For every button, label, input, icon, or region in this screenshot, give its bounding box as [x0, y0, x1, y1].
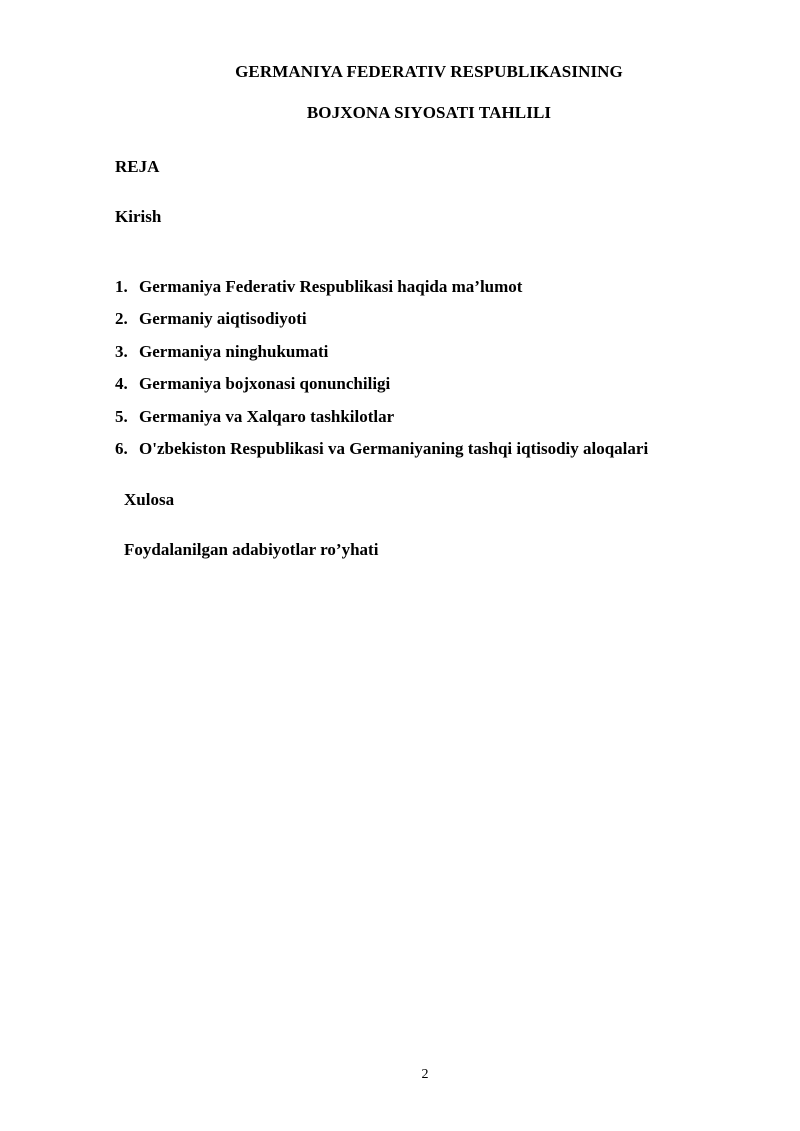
- toc-item-text: Germaniya ninghukumati: [139, 341, 329, 361]
- table-of-contents: [115, 277, 648, 471]
- toc-item-5: [115, 407, 648, 439]
- toc-item-text: Germaniya va Xalqaro tashkilotlar: [139, 406, 395, 426]
- toc-item-text: Germaniya bojxonasi qonunchiligi: [139, 374, 391, 394]
- toc-item-4: [115, 374, 648, 406]
- toc-item-text: O'zbekiston Respublikasi va Germaniyaning tashqi iqtisodiy aloqalari: [139, 438, 649, 458]
- toc-item-number: 6.: [115, 438, 128, 458]
- toc-item-number: 1.: [115, 277, 128, 296]
- document-title-line-2: BOJXONA SIYOSATI TAHLILI: [306, 103, 552, 122]
- plan-heading: REJA: [115, 157, 160, 176]
- toc-item-number: 2.: [115, 309, 128, 329]
- toc-item-text: Germaniy aiqtisodiyoti: [139, 309, 307, 329]
- toc-item-1: [115, 277, 648, 309]
- toc-item-2: [115, 309, 648, 341]
- toc-item-6: [115, 439, 648, 471]
- toc-item-number: 5.: [115, 406, 128, 426]
- toc-item-text: Germaniya Federativ Respublikasi haqida ma’lumot: [139, 277, 523, 296]
- introduction-entry: Kirish: [115, 207, 162, 226]
- page-number: 2: [421, 1067, 429, 1082]
- document-title-line-1: GERMANIYA FEDERATIV RESPUBLIKASINING: [235, 62, 623, 81]
- toc-item-number: 4.: [115, 374, 128, 394]
- references-entry: Foydalanilgan adabiyotlar ro’yhati: [124, 540, 379, 559]
- toc-item-3: [115, 342, 648, 374]
- conclusion-entry: Xulosa: [124, 490, 175, 509]
- toc-item-number: 3.: [115, 341, 128, 361]
